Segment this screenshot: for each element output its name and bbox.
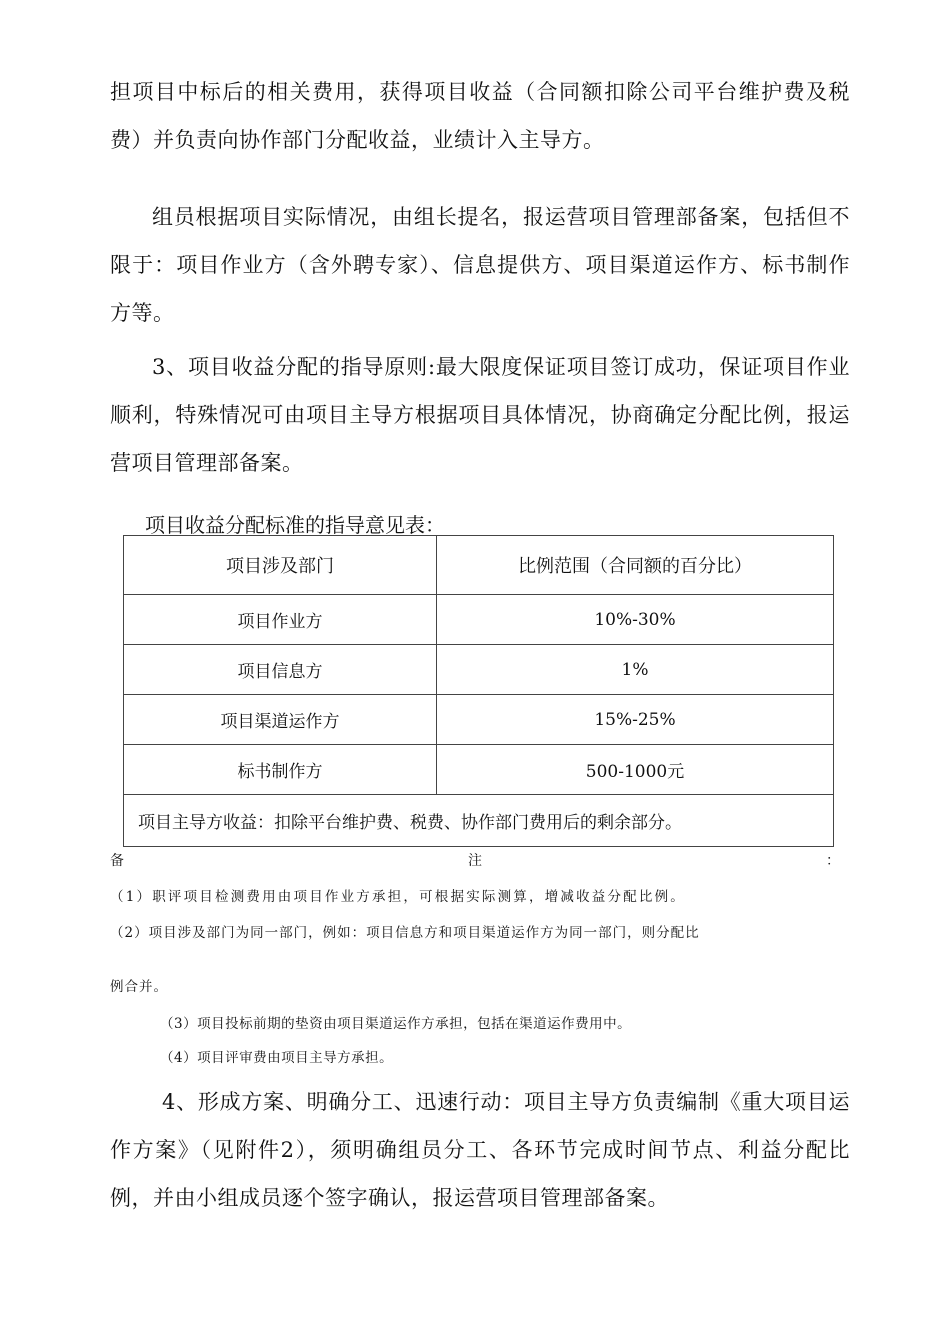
table-summary-cell: 项目主导方收益：扣除平台维护费、税费、协作部门费用后的剩余部分。 [124,795,834,847]
remark-note-4: （4）项目评审费由项目主导方承担。 [160,1050,394,1066]
paragraph-team-members: 组员根据项目实际情况，由组长提名，报运营项目管理部备案，包括但不限于：项目作业方（含外聘专家）、信息提供方、项目渠道运作方、标书制作方等。 [110,205,850,325]
remark-note-2: （2）项目涉及部门为同一部门，例如：项目信息方和项目渠道运作方为同一部门，则分配比 [110,925,700,941]
paragraph-form-plan: 4、形成方案、明确分工、迅速行动：项目主导方负责编制《重大项目运作方案》（见附件2），须明确组员分工、各环节完成时间节点、利益分配比例，并由小组成员逐个签字确认，报运营项目管理部备案。 [110,1090,850,1210]
table-cell-department: 项目作业方 [124,595,437,645]
table-row [124,745,834,795]
paragraph-revenue-responsibility: 担项目中标后的相关费用，获得项目收益（合同额扣除公司平台维护费及税费）并负责向协作部门分配收益，业绩计入主导方。 [110,80,850,152]
header-department: 项目涉及部门 [124,536,437,595]
table-cell-ratio: 1% [437,645,834,695]
table-summary-row [124,795,834,847]
remark-note-3: （3）项目投标前期的垫资由项目渠道运作方承担，包括在渠道运作费用中。 [160,1016,632,1032]
remark-note-1: （1）职评项目检测费用由项目作业方承担，可根据实际测算，增减收益分配比例。 [110,889,686,905]
table-header-row [124,536,834,595]
table-row [124,695,834,745]
remark-note-2-continued: 例合并。 [110,979,168,995]
table-caption: 项目收益分配标准的指导意见表： [145,513,445,537]
remarks-label-right: ： [826,853,840,869]
header-ratio-range: 比例范围（合同额的百分比） [437,536,834,595]
paragraph-distribution-principle: 3、项目收益分配的指导原则:最大限度保证项目签订成功，保证项目作业顺利，特殊情况可由项目主导方根据项目具体情况，协商确定分配比例，报运营项目管理部备案。 [110,355,850,475]
table-cell-department: 项目信息方 [124,645,437,695]
revenue-distribution-table [123,535,834,847]
remarks-heading [110,850,840,872]
table-cell-ratio: 15%-25% [437,695,834,745]
table-row [124,645,834,695]
table-row [124,595,834,645]
remarks-label-left: 备 [110,853,124,869]
table-cell-department: 项目渠道运作方 [124,695,437,745]
table-cell-department: 标书制作方 [124,745,437,795]
table-cell-ratio: 10%-30% [437,595,834,645]
table-cell-ratio: 500-1000元 [437,745,834,795]
remarks-label-mid: 注 [468,853,482,869]
